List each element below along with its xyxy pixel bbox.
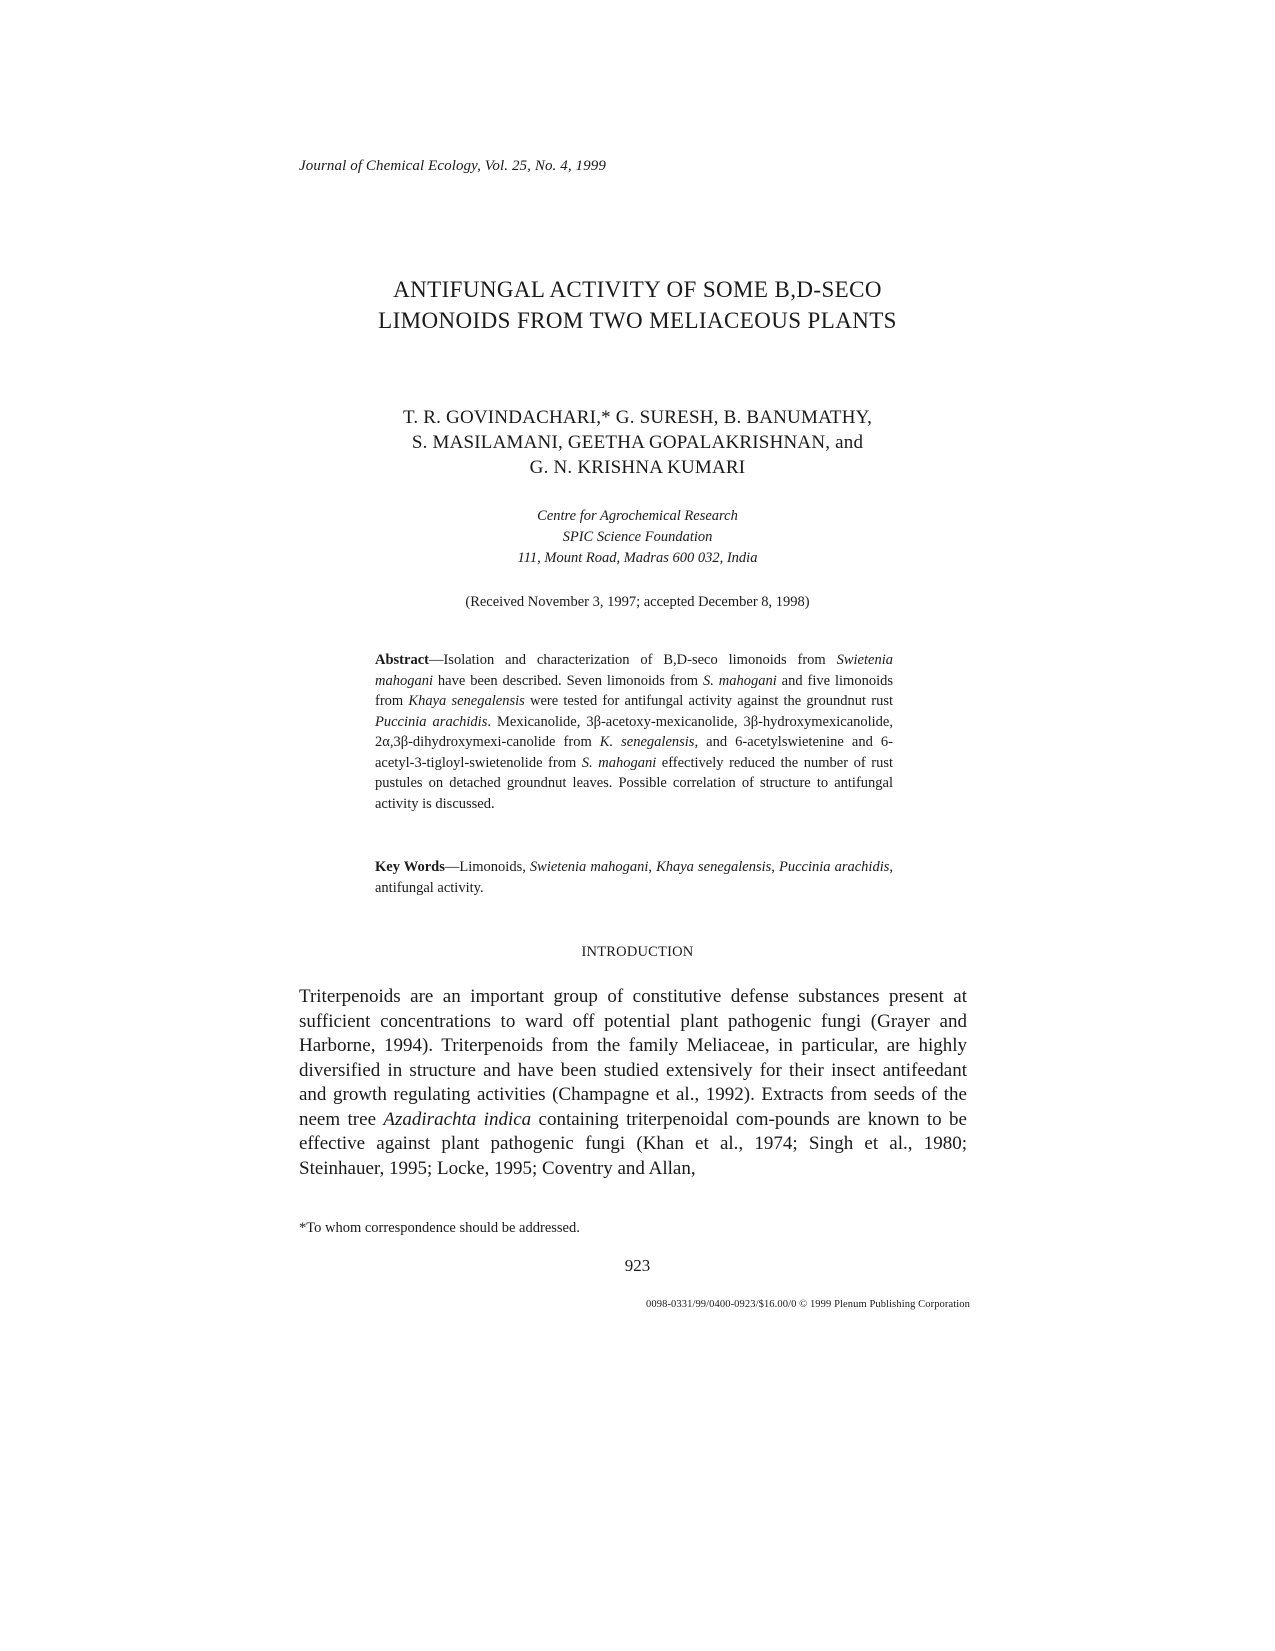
abstract-text: were tested for antifungal activity against the groundnut rust (524, 693, 894, 709)
abstract-species: Swietenia mahogani (375, 652, 893, 689)
abstract-species: Khaya senegalensis (408, 693, 525, 709)
abstract-text: and five limonoids from (375, 672, 893, 709)
introduction-paragraph (299, 985, 967, 1181)
affiliation-line-2: SPIC Science Foundation (562, 529, 713, 545)
copyright-line: 0098-0331/99/0400-0923/$16.00/0 © 1999 Plenum Publishing Corporation (646, 1299, 970, 1310)
intro-species: Azadirachta indica (383, 1108, 532, 1130)
key-words (375, 857, 893, 898)
abstract-text: —Isolation and characterization of B,D-seco limonoids from (428, 652, 837, 668)
intro-text: containing triterpenoidal com-pounds are known to be effective against plant pathogenic fungi (Khan et al., 1974; Singh et al., 1980; Steinhauer, 1995; Locke, 1995; Coventry and Allan, (299, 1108, 967, 1179)
abstract-text: effectively reduced the number of rust pustules on detached groundnut leaves. Possible correlation of structure to antifungal activity is discussed. (375, 754, 894, 812)
abstract-species: Puccinia arachidis (375, 713, 488, 730)
author-list (0, 405, 1275, 480)
authors-line-3: G. N. KRISHNA KUMARI (529, 457, 746, 478)
key-words-text: —Limonoids, (444, 859, 530, 875)
correspondence-footnote: *To whom correspondence should be addressed. (299, 1220, 580, 1236)
abstract-text: , and 6-acetylswietenine and 6-acetyl-3-tigloyl-swietenolide from (375, 734, 893, 771)
page-number: 923 (624, 1256, 651, 1275)
authors-line-2: S. MASILAMANI, GEETHA GOPALAKRISHNAN, and (411, 432, 864, 453)
affiliation-line-3: 111, Mount Road, Madras 600 032, India (517, 550, 758, 566)
abstract-species: K. senegalensis (599, 734, 695, 750)
title-line-2: LIMONOIDS FROM TWO MELIACEOUS PLANTS (378, 308, 897, 333)
key-words-species: Khaya senegalensis (656, 859, 772, 875)
key-words-label: Key Words (375, 859, 445, 875)
abstract-text: have been described. Seven limonoids from (433, 672, 703, 689)
received-dates: (Received November 3, 1997; accepted December 8, 1998) (465, 594, 810, 610)
authors-line-1: T. R. GOVINDACHARI,* G. SURESH, B. BANUMATHY, (402, 407, 873, 428)
journal-header: Journal of Chemical Ecology, Vol. 25, No. 4, 1999 (299, 158, 606, 174)
affiliation (0, 506, 1275, 569)
key-words-text: , (648, 859, 657, 875)
abstract (375, 650, 893, 814)
title-line-1: ANTIFUNGAL ACTIVITY OF SOME B,D-SECO (393, 277, 882, 302)
key-words-text: , (771, 859, 779, 875)
abstract-species: S. mahogani (702, 672, 777, 689)
abstract-text: . Mexicanolide, 3β-acetoxy-mexicanolide, 3β-hydroxymexicanolide, 2α,3β-dihydroxymexi-canolide from (375, 713, 893, 750)
key-words-species: Swietenia mahogani (529, 859, 649, 875)
abstract-species: S. mahogani (581, 754, 657, 771)
intro-text: Triterpenoids are an important group of constitutive defense substances present at sufficient concentrations to ward off potential plant pathogenic fungi (Grayer and Harborne, 1994). Triterpenoids from the family Meliaceae, in particular, are highly diversified in structure and have been studied extensively for their insect antifeedant and growth regulating activities (Champagne et al., 1992). Extracts from seeds of the neem tree (299, 986, 967, 1130)
affiliation-line-1: Centre for Agrochemical Research (537, 508, 738, 524)
abstract-label: Abstract (375, 652, 429, 668)
key-words-species: Puccinia arachidis (779, 859, 890, 875)
key-words-text: , antifungal activity. (375, 859, 894, 896)
section-heading-introduction: INTRODUCTION (581, 944, 694, 960)
paper-title (0, 274, 1275, 336)
